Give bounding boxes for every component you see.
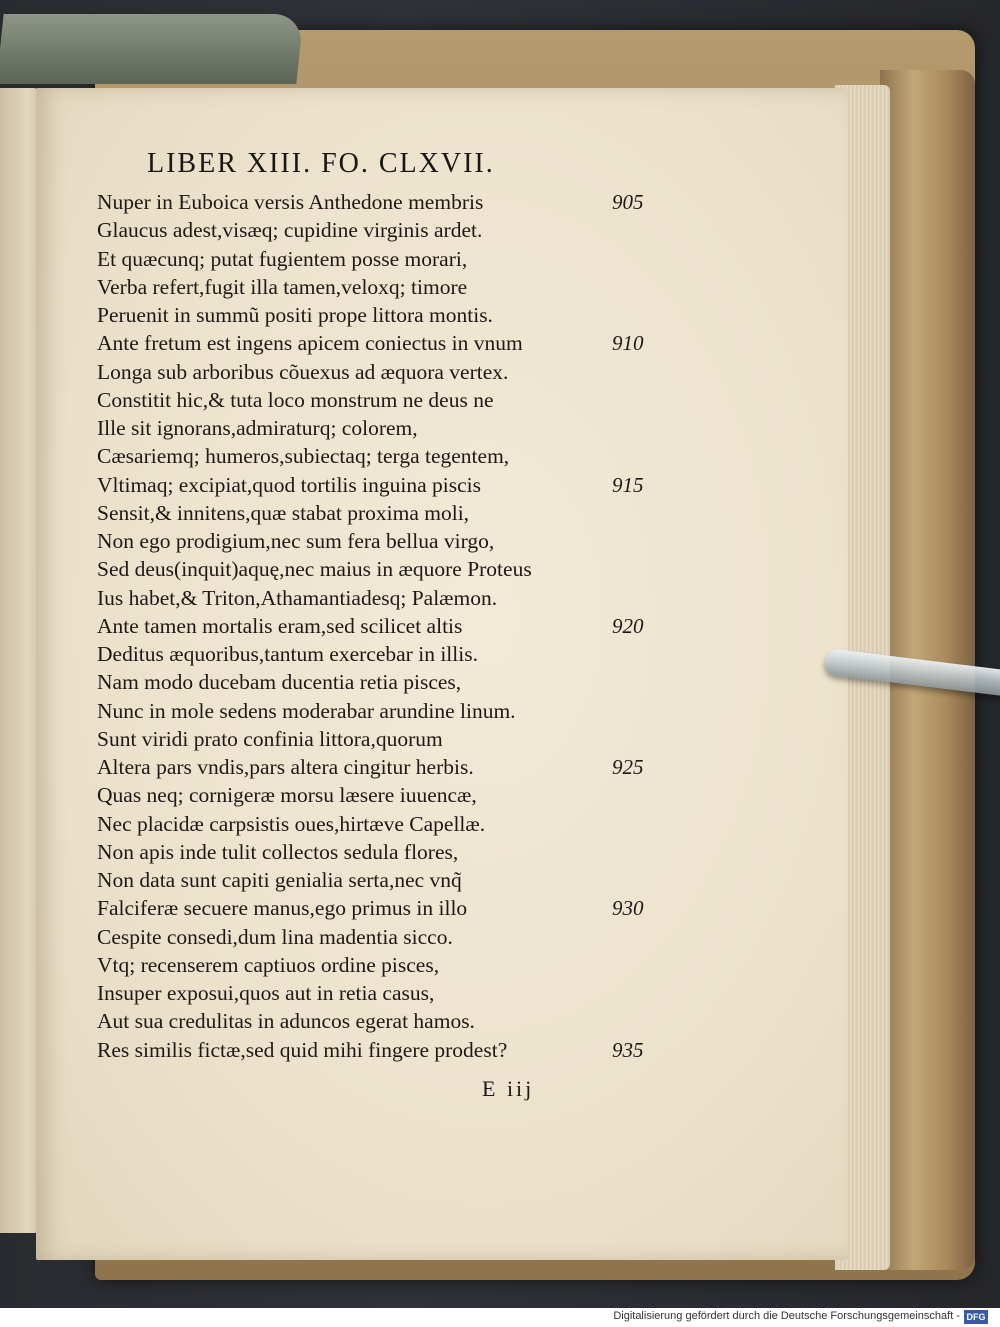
verse-line: Ius habet,& Triton,Athamantiadesq; Palæmon. [97, 585, 498, 610]
footer-credit: Digitalisierung gefördert durch die Deutsche Forschungsgemeinschaft - [613, 1310, 960, 1322]
signature-mark: E iij [482, 1076, 535, 1101]
dfg-logo: DFG [964, 1310, 988, 1324]
page-header: LIBER XIII. FO. CLXVII. [147, 148, 495, 179]
verse-line: Peruenit in summũ positi prope littora montis. [97, 303, 493, 327]
verse-lines [97, 188, 617, 1064]
verse-line: Cæsariemq; humeros,subiectaq; terga tegentem, [97, 444, 510, 469]
verse-line: Non apis inde tulit collectos sedula flores, [97, 839, 459, 864]
previous-leaf [0, 88, 40, 1233]
line-number: 905 [612, 190, 644, 214]
verse-line: Ille sit ignorans,admiraturq; colorem, [97, 416, 418, 440]
verse-line: Sed deus(inquit)aquę,nec maius in æquore Proteus [97, 557, 532, 582]
line-number: 910 [612, 331, 644, 356]
verse-line: Longa sub arboribus cõuexus ad æquora vertex. [97, 359, 509, 384]
verse-line: Et quæcunq; putat fugientem posse morari, [97, 246, 468, 271]
line-number: 915 [612, 472, 644, 497]
verse-line: Quas neq; cornigeræ morsu læsere iuuencæ, [97, 783, 477, 808]
verse-line: Constitit hic,& tuta loco monstrum ne deus ne [97, 387, 494, 412]
verse-line: Nec placidæ carpsistis oues,hirtæve Capellæ. [97, 811, 486, 836]
verse-line: Cespite consedi,dum lina madentia sicco. [97, 924, 453, 949]
verse-line: Nunc in mole sedens moderabar arundine linum. [97, 698, 516, 723]
verse-line: Non ego prodigium,nec sum fera bellua virgo, [97, 529, 495, 553]
verse-line: Deditus æquoribus,tantum exercebar in illis. [97, 642, 478, 666]
verse-line: Altera pars vndis,pars altera cingitur herbis. [97, 755, 474, 779]
verse-line: Verba refert,fugit illa tamen,veloxq; timore [97, 274, 468, 299]
verse-line: Vltimaq; excipiat,quod tortilis inguina piscis [97, 472, 481, 497]
verse-line: Glaucus adest,visæq; cupidine virginis ardet. [97, 218, 483, 243]
verse-line: Res similis fictæ,sed quid mihi fingere prodest? [97, 1037, 508, 1062]
verse-line: Nam modo ducebam ducentia retia pisces, [97, 670, 462, 695]
verse-line: Non data sunt capiti genialia serta,nec vnq̃ [97, 868, 462, 892]
line-number: 925 [612, 755, 644, 779]
line-number: 920 [612, 613, 644, 638]
verse-line: Insuper exposui,quos aut in retia casus, [97, 981, 435, 1005]
verse-line: Ante fretum est ingens apicem coniectus in vnum [97, 331, 523, 356]
verse-line: Sunt viridi prato confinia littora,quorum [97, 726, 443, 751]
book-spine [0, 14, 304, 84]
verse-line: Nuper in Euboica versis Anthedone membris [97, 190, 484, 214]
verse-line: Aut sua credulitas in aduncos egerat hamos. [97, 1009, 475, 1034]
line-number: 935 [612, 1037, 644, 1062]
verse-line: Falciferæ secuere manus,ego primus in illo [97, 896, 468, 921]
verse-line: Vtq; recenserem captiuos ordine pisces, [97, 952, 440, 977]
verse-line: Sensit,& innitens,quæ stabat proxima moli, [97, 500, 470, 525]
verse-line: Ante tamen mortalis eram,sed scilicet altis [97, 613, 463, 638]
line-number: 930 [612, 896, 644, 921]
